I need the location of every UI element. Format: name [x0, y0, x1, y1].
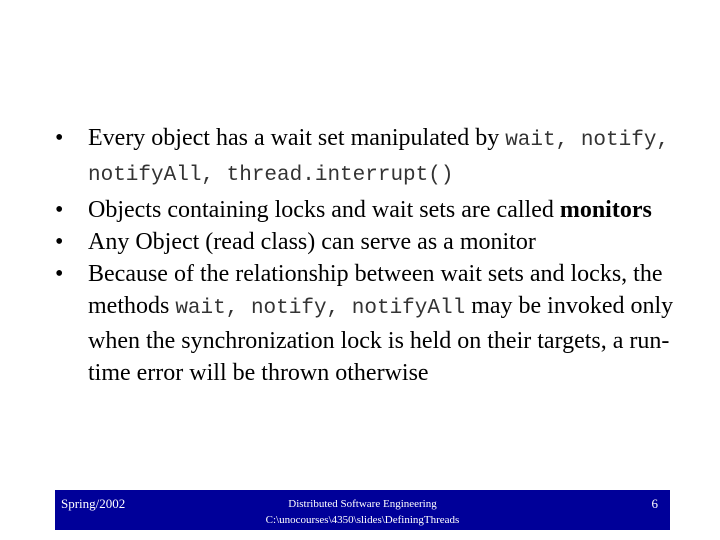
bullet-dot-icon: •: [55, 197, 64, 223]
footer-date: Spring/2002: [61, 496, 126, 511]
footer-course-title: Distributed Software Engineering: [288, 498, 437, 510]
bullet-list: [55, 122, 685, 389]
bullet-dot-icon: •: [55, 229, 64, 255]
bullet-dot-icon: •: [55, 261, 64, 287]
footer-course: [55, 496, 670, 528]
footer-bar: [55, 490, 670, 530]
bullet-item: [55, 194, 685, 226]
bullet-text: Any Object (read class) can serve as a monitor: [88, 229, 536, 255]
bullet-item: [55, 122, 685, 192]
bullet-item: [55, 258, 685, 389]
bullet-text: Because of the relationship between wait sets and locks, the methods wait, notify, notifyAll may be invoked only when the synchronization lock is held on their targets, a run-time error will be thrown otherwise: [88, 261, 674, 386]
bullet-text: Objects containing locks and wait sets are called monitors: [88, 197, 652, 223]
page-number: 6: [651, 496, 658, 511]
bullet-item: [55, 226, 685, 258]
bullet-dot-icon: •: [55, 125, 64, 151]
bullet-text: Every object has a wait set manipulated by wait, notify, notifyAll, thread.interrupt(): [88, 125, 670, 187]
footer-course-path: C:\unocourses\4350\slides\DefiningThreads: [265, 514, 460, 526]
